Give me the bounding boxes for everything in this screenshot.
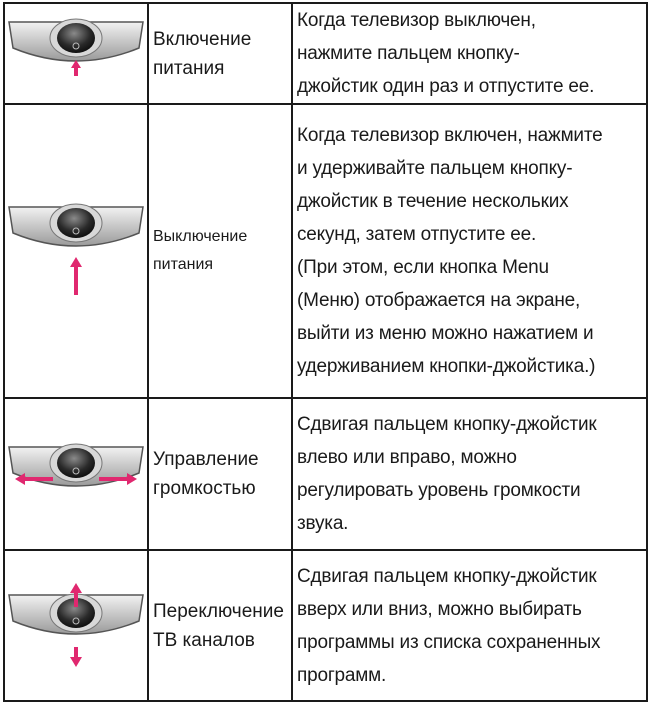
joystick-power-off-icon: [7, 201, 145, 301]
joystick-instructions-table: [3, 2, 648, 702]
arrow-up-long-icon: [70, 257, 82, 295]
row-description: Сдвигая пальцем кнопку-джойстик вверх или вниз, можно выбирать программы из списка сохраненных программ.: [292, 550, 647, 701]
arrow-down-icon: [70, 647, 82, 667]
row-description: Когда телевизор выключен, нажмите пальцем кнопку- джойстик один раз и отпустите ее.: [292, 3, 647, 104]
table-row: [4, 398, 647, 550]
table-row: [4, 104, 647, 398]
table-row: [4, 550, 647, 701]
row-description: Сдвигая пальцем кнопку-джойстик влево или вправо, можно регулировать уровень громкости звука.: [292, 398, 647, 550]
row-label: Управление громкостью: [148, 398, 292, 550]
joystick-power-on-icon: [7, 14, 145, 94]
joystick-illustration-power-off: [4, 104, 148, 398]
joystick-illustration-channels: [4, 550, 148, 701]
row-label: Включение питания: [148, 3, 292, 104]
joystick-channel-icon: [7, 581, 145, 671]
table-row: [4, 3, 647, 104]
joystick-illustration-power-on: [4, 3, 148, 104]
joystick-volume-icon: [7, 439, 145, 509]
row-description: Когда телевизор включен, нажмите и удерживайте пальцем кнопку- джойстик в течение нескольких секунд, затем отпустите ее. (При этом, если кнопка Menu (Меню) отображается на экране, выйти из меню можно нажатием и удерживанием кнопки-джойстика.): [292, 104, 647, 398]
row-label: Переключение ТВ каналов: [148, 550, 292, 701]
arrow-up-icon: [71, 60, 81, 76]
row-label: Выключение питания: [148, 104, 292, 398]
joystick-illustration-volume: [4, 398, 148, 550]
